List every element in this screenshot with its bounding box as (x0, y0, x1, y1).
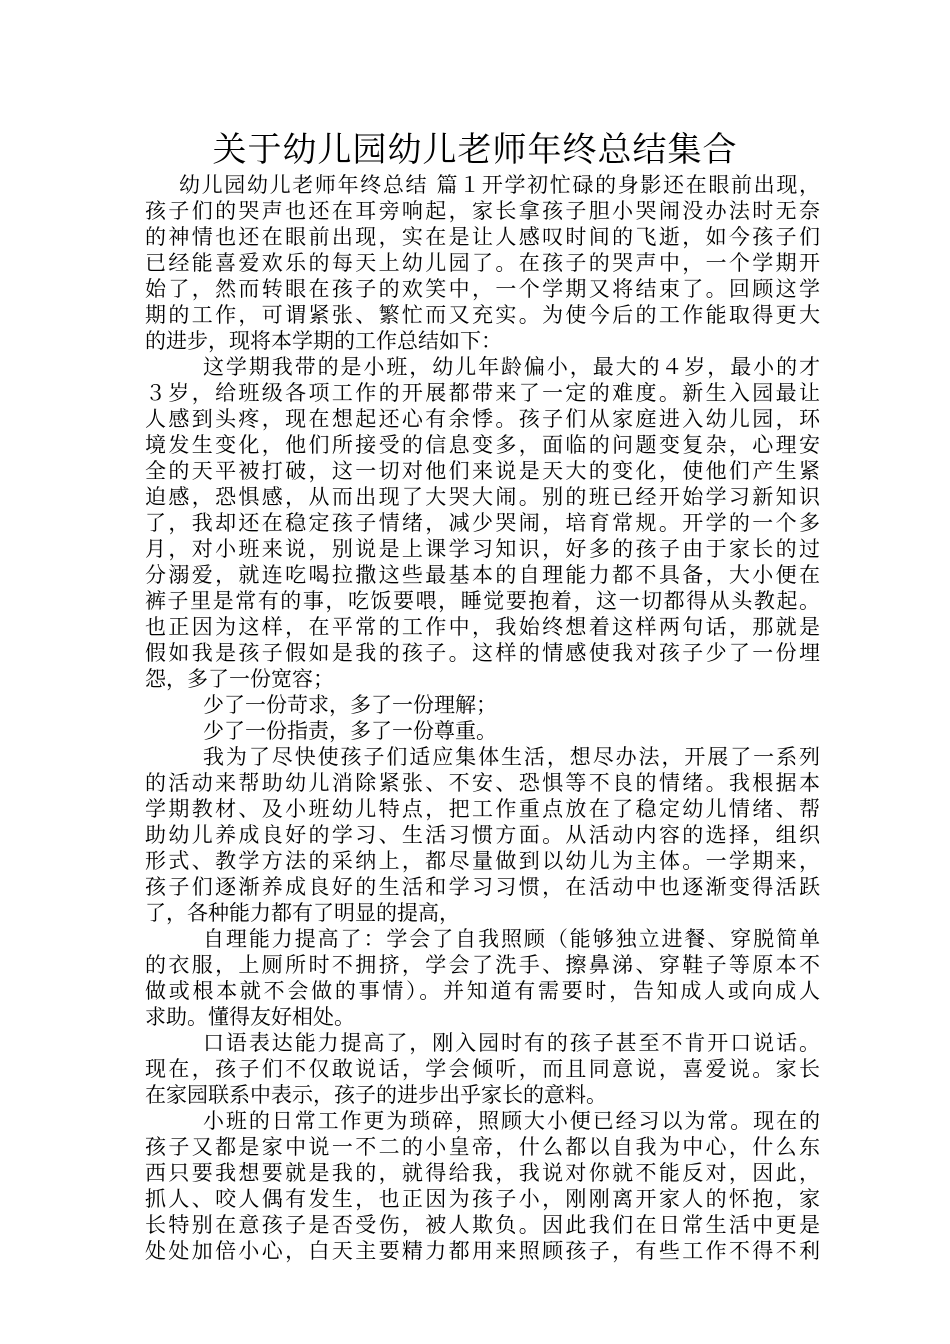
body-line: 这学期我带的是小班，幼儿年龄偏小，最大的４岁，最小的才 (203, 355, 820, 379)
body-line: 孩子们逐渐养成良好的生活和学习习惯，在活动中也逐渐变得活跃 (145, 875, 820, 899)
body-line: 的进步，现将本学期的工作总结如下： (145, 329, 502, 353)
body-line: 人感到头疼，现在想起还心有余悸。孩子们从家庭进入幼儿园，环 (145, 407, 820, 431)
body-line: 的神情也还在眼前出现，实在是让人感叹时间的飞逝，如今孩子们 (145, 225, 820, 249)
body-line: 始了，然而转眼在孩子的欢笑中，一个学期又将结束了。回顾这学 (145, 277, 820, 301)
body-line: 孩子又都是家中说一不二的小皇帝，什么都以自我为中心，什么东 (145, 1135, 820, 1159)
body-line: 怨，多了一份宽容； (145, 667, 334, 691)
body-line: 少了一份苛求，多了一份理解； (203, 693, 497, 717)
body-line: 处处加倍小心，白天主要精力都用来照顾孩子，有些工作不得不利 (145, 1239, 820, 1263)
body-line: 全的天平被打破，这一切对他们来说是天大的变化，使他们产生紧 (145, 459, 820, 483)
body-line: 求助。懂得友好相处。 (145, 1005, 355, 1029)
body-line: 抓人、咬人偶有发生，也正因为孩子小，刚刚离开家人的怀抱，家 (145, 1187, 820, 1211)
body-line: 口语表达能力提高了，刚入园时有的孩子甚至不肯开口说话。 (203, 1031, 820, 1055)
body-line: 境发生变化，他们所接受的信息变多，面临的问题变复杂，心理安 (145, 433, 820, 457)
body-line: 也正因为这样，在平常的工作中，我始终想着这样两句话，那就是 (145, 615, 820, 639)
body-line: 在家园联系中表示，孩子的进步出乎家长的意料。 (145, 1083, 607, 1107)
body-line: 做或根本就不会做的事情）。并知道有需要时，告知成人或向成人 (145, 979, 820, 1003)
body-line: 了，各种能力都有了明显的提高， (145, 901, 460, 925)
body-line: 的活动来帮助幼儿消除紧张、不安、恐惧等不良的情绪。我根据本 (145, 771, 820, 795)
body-line: 已经能喜爱欢乐的每天上幼儿园了。在孩子的哭声中，一个学期开 (145, 251, 820, 275)
body-line: 学期教材、及小班幼儿特点，把工作重点放在了稳定幼儿情绪、帮 (145, 797, 820, 821)
body-line: 长特别在意孩子是否受伤，被人欺负。因此我们在日常生活中更是 (145, 1213, 820, 1237)
body-line: 期的工作，可谓紧张、繁忙而又充实。为使今后的工作能取得更大 (145, 303, 820, 327)
body-line: 小班的日常工作更为琐碎，照顾大小便已经习以为常。现在的 (203, 1109, 820, 1133)
body-line: 假如我是孩子假如是我的孩子。这样的情感使我对孩子少了一份埋 (145, 641, 820, 665)
body-line: 了，我却还在稳定孩子情绪，减少哭闹，培育常规。开学的一个多 (145, 511, 820, 535)
body-line: 孩子们的哭声也还在耳旁响起，家长拿孩子胆小哭闹没办法时无奈 (145, 199, 820, 223)
body-line: 月，对小班来说，别说是上课学习知识，好多的孩子由于家长的过 (145, 537, 820, 561)
body-line: 幼儿园幼儿老师年终总结 篇１开学初忙碌的身影还在眼前出现， (179, 173, 820, 197)
body-line: 分溺爱，就连吃喝拉撒这些最基本的自理能力都不具备，大小便在 (145, 563, 820, 587)
body-line: ３岁，给班级各项工作的开展都带来了一定的难度。新生入园最让 (145, 381, 820, 405)
body-line: 裤子里是常有的事，吃饭要喂，睡觉要抱着，这一切都得从头教起。 (145, 589, 820, 613)
body-line: 少了一份指责，多了一份尊重。 (203, 719, 497, 743)
body-line: 现在，孩子们不仅敢说话，学会倾听，而且同意说，喜爱说。家长 (145, 1057, 820, 1081)
body-line: 形式、教学方法的采纳上，都尽量做到以幼儿为主体。一学期来， (145, 849, 820, 873)
document-body (145, 172, 820, 1264)
body-line: 自理能力提高了：学会了自我照顾（能够独立进餐、穿脱简单 (203, 927, 820, 951)
document-title: 关于幼儿园幼儿老师年终总结集合 (212, 130, 738, 170)
body-line: 助幼儿养成良好的学习、生活习惯方面。从活动内容的选择，组织 (145, 823, 820, 847)
body-line: 的衣服，上厕所时不拥挤，学会了洗手、擦鼻涕、穿鞋子等原本不 (145, 953, 820, 977)
body-line: 西只要我想要就是我的，就得给我，我说对你就不能反对，因此， (145, 1161, 820, 1185)
body-line: 我为了尽快使孩子们适应集体生活，想尽办法，开展了一系列 (203, 745, 820, 769)
body-line: 迫感，恐惧感，从而出现了大哭大闹。别的班已经开始学习新知识 (145, 485, 820, 509)
